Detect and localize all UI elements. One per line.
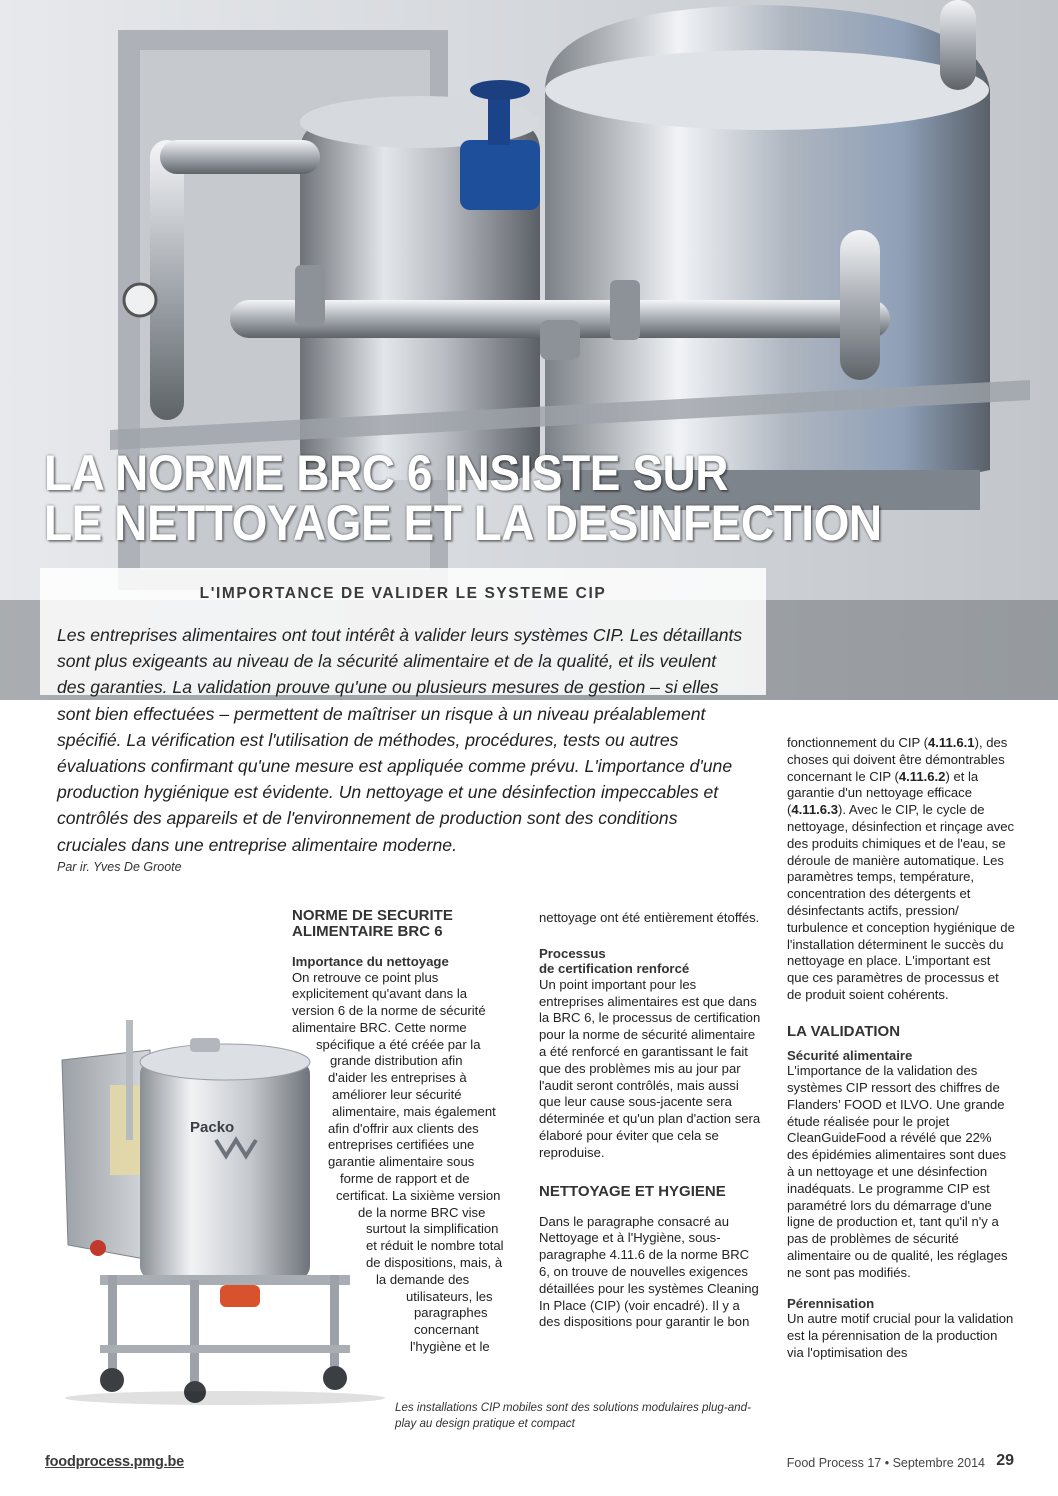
col1-line: explicitement qu'avant dans la <box>292 986 468 1002</box>
col3-heading: LA VALIDATION <box>787 1022 901 1040</box>
spacer <box>292 940 517 954</box>
col2-paragraph-2: Un point important pour les entreprises alimentaires est que dans la BRC 6, le processus de certification pour la norme de sécurité alimentaire a été renforcé en garantissant le fait que des problèmes mis au jour par l'audit seront contrôlés, mais aussi que leur cause sous-jacente sera déterminée et qu'un plan d'action sera élaboré pour éviter que cela se reproduise. <box>539 976 761 1160</box>
ref-4-11-6-2: 4.11.6.2 <box>898 768 946 784</box>
ref-4-11-6-1: 4.11.6.1 <box>927 735 975 750</box>
mobile-cip-unit-photo <box>40 1020 390 1405</box>
col3-text: ). Avec le CIP, le cycle de nettoyage, désinfection et rinçage avec des produits chimiques et de l'eau, se déroule de manière automatique. Les paramètres temps, température, concentration des détergents et désinfectants actifs, pression/ turbulence et conception hygiénique de l'installation déterminent le succès du nettoyage en place. L'important est que ces paramètres de processus et de produit soient cohérents. <box>787 802 1015 1002</box>
col1-heading-line-2: ALIMENTAIRE BRC 6 <box>292 923 443 940</box>
col1-line: forme de rapport et de <box>340 1171 470 1187</box>
spacer <box>539 1200 761 1214</box>
col1-line: améliorer leur sécurité <box>332 1087 462 1103</box>
col1-line: utilisateurs, les <box>406 1288 493 1304</box>
column-2 <box>539 910 761 1331</box>
col1-subheading: Importance du nettoyage <box>292 954 449 969</box>
col1-line: afin d'offrir aux clients des <box>328 1120 479 1136</box>
col3-text: ), des choses qui doivent être démontrables concernant le CIP ( <box>787 735 1008 784</box>
col1-line: et réduit le nombre total <box>366 1238 504 1254</box>
photo-caption: Les installations CIP mobiles sont des solutions modulaires plug-and-play au design pratique et compact <box>395 1401 751 1430</box>
mobile-cip-unit-illustration <box>40 1020 390 1405</box>
col1-heading-line-1: NORME DE SECURITE <box>292 907 453 924</box>
col3-subheading-2: Pérennisation <box>787 1295 875 1311</box>
col1-line: la demande des <box>376 1271 470 1287</box>
col2-paragraph-3: Dans le paragraphe consacré au Nettoyage et à l'Hygiène, sous-paragraphe 4.11.6 de la norme BRC 6, on trouve de nouvelles exigences détaillées pour les systèmes Cleaning In Place (CIP) (voir encadré). Il y a des dispositions pour garantir le bon <box>539 1213 759 1330</box>
col1-line: d'aider les entreprises à <box>328 1070 467 1086</box>
col2-heading-2: NETTOYAGE ET HYGIENE <box>539 1182 726 1200</box>
col3-text: ) et la garantie d'un nettoyage efficace ( <box>787 768 979 818</box>
page-number: 29 <box>996 1452 1014 1469</box>
article-subtitle: L'IMPORTANCE DE VALIDER LE SYSTEME CIP <box>199 585 607 602</box>
col3-paragraph-1 <box>787 735 1015 1004</box>
spacer <box>787 1004 1015 1024</box>
packo-logo: Packo <box>190 1119 235 1136</box>
col2-paragraph-1: nettoyage ont été entièrement étoffés. <box>539 910 760 925</box>
col3-text: fonctionnement du CIP ( <box>787 735 928 750</box>
col3-paragraph-3: Un autre motif crucial pour la validation est la pérennisation de la production via l'optimisation des <box>787 1311 1014 1360</box>
website-link[interactable]: foodprocess.pmg.be <box>45 1454 184 1470</box>
col1-line: paragraphes <box>414 1305 488 1321</box>
col1-line: spécifique a été créée par la <box>316 1036 481 1052</box>
spacer <box>787 1282 1015 1296</box>
title-line-1: LA NORME BRC 6 INSISTE SUR <box>44 445 729 501</box>
col1-line: de la norme BRC vise <box>358 1204 486 1220</box>
col1-line: version 6 de la norme de sécurité <box>292 1003 486 1019</box>
byline: Par ir. Yves De Groote <box>57 860 182 874</box>
spacer <box>539 927 761 946</box>
col2-subheading-line-1: Processus <box>539 945 606 961</box>
col1-line: l'hygiène et le <box>410 1339 490 1355</box>
col1-line: alimentaire BRC. Cette norme <box>292 1019 467 1035</box>
col1-line: garantie alimentaire sous <box>328 1154 475 1170</box>
col1-line: entreprises certifiées une <box>328 1137 475 1153</box>
col1-line: certificat. La sixième version <box>336 1187 501 1203</box>
col1-line: alimentaire, mais également <box>332 1103 496 1119</box>
col1-line: de dispositions, mais, à <box>366 1255 503 1271</box>
lead-paragraph: Les entreprises alimentaires ont tout intérêt à valider leurs systèmes CIP. Les détaillants sont plus exigeants au niveau de la sécurité alimentaire et de la qualité, et ils veulent des garanties. La validation prouve qu'une ou plusieurs mesures de gestion – si elles sont bien effectuées – permettent de maîtriser un risque à un niveau préalablement spécifié. La vérification est l'utilisation de méthodes, procédures, tests ou autres évaluations confirmant qu'une mesure est appliquée comme prévu. L'importance d'une production hygiénique est évidente. Un nettoyage et une désinfection impeccables et contrôlés des appareils et de l'environnement de production sont des conditions cruciales dans une entreprise alimentaire moderne. <box>57 625 743 855</box>
title-line-2: LE NETTOYAGE ET LA DESINFECTION <box>44 495 882 551</box>
col1-line: On retrouve ce point plus <box>292 969 439 985</box>
col3-subheading-1: Sécurité alimentaire <box>787 1047 913 1063</box>
article-title <box>44 445 882 551</box>
col3-paragraph-2: L'importance de la validation des systèmes CIP ressort des chiffres de Flanders’ FOOD et ILVO. Une grande étude réalisée pour le projet CleanGuideFood a révélé que 22% des épidémies alimentaires sont dues à un nettoyage et une désinfection inadéquats. Le programme CIP est paramétré lors du démarrage d'une ligne de production et, tant qu'il n'y a pas de problèmes de sécurité alimentaire ou de qualité, les réglages ne sont pas modifiés. <box>787 1063 1008 1280</box>
publication-info: Food Process 17 • Septembre 2014 <box>786 1456 985 1470</box>
column-3 <box>787 735 1015 1362</box>
spacer <box>787 1040 1015 1048</box>
spacer <box>539 1162 761 1184</box>
col1-line: surtout la simplification <box>366 1221 499 1237</box>
ref-4-11-6-3: 4.11.6.3 <box>791 802 838 818</box>
col1-line: grande distribution afin <box>330 1053 463 1069</box>
col1-line: concernant <box>414 1322 479 1338</box>
col2-subheading-line-2: de certification renforcé <box>539 961 690 977</box>
